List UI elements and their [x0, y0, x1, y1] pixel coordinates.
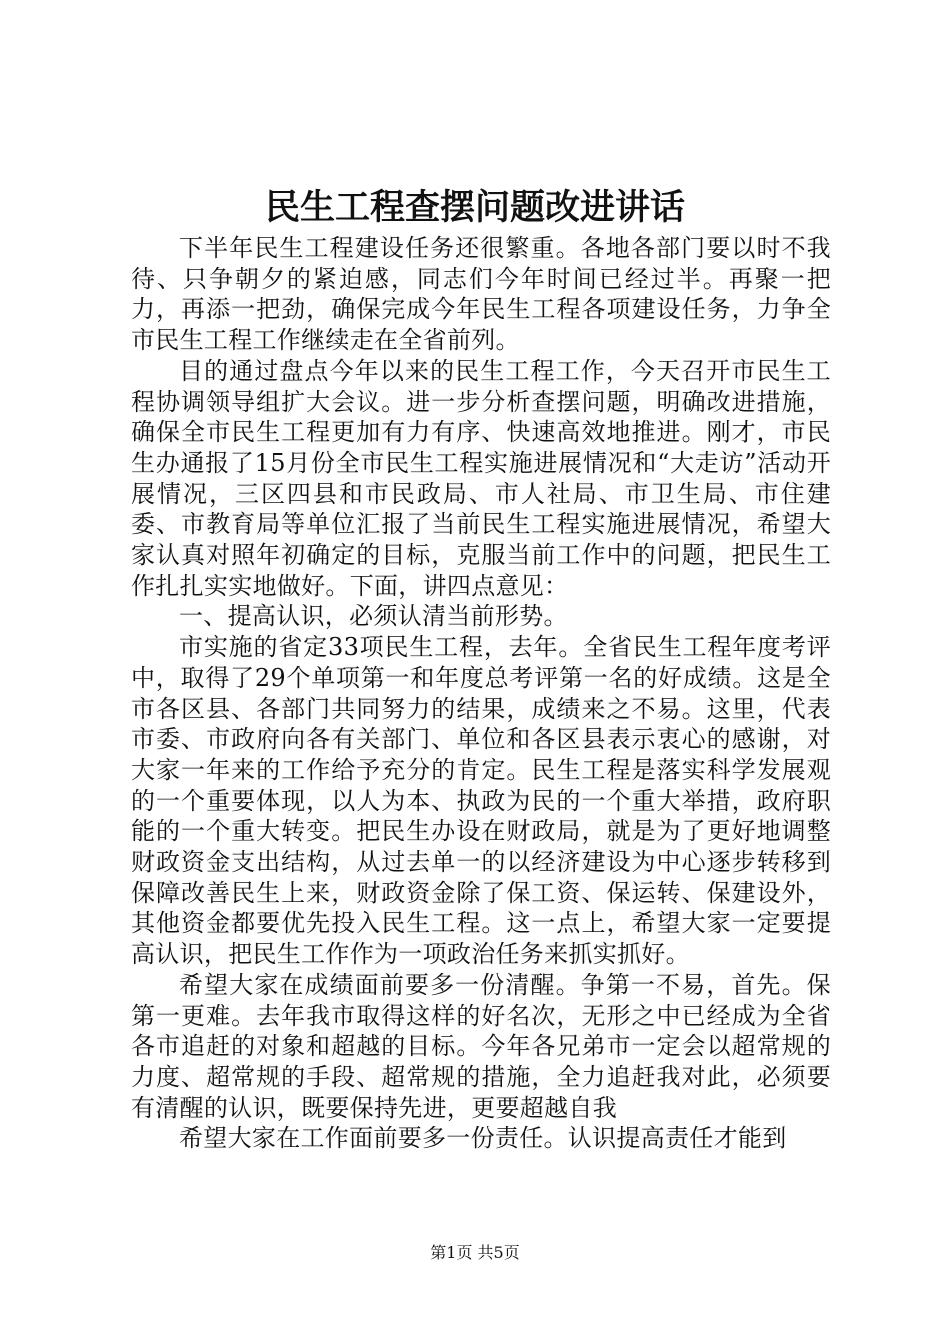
document-body — [131, 233, 831, 1154]
paragraph: 目的通过盘点今年以来的民生工程工作，今天召开市民生工程协调领导组扩大会议。进一步分析查摆问题，明确改进措施，确保全市民生工程更加有力有序、快速高效地推进。刚才，市民生办通报了15月份全市民生工程实施进展情况和“大走访”活动开展情况，三区四县和市民政局、市人社局、市卫生局、市住建委、市教育局等单位汇报了当前民生工程实施进展情况，希望大家认真对照年初确定的目标，克服当前工作中的问题，把民生工作扎扎实实地做好。下面，讲四点意见： — [131, 356, 831, 600]
paragraph: 下半年民生工程建设任务还很繁重。各地各部门要以时不我待、只争朝夕的紧迫感，同志们今年时间已经过半。再聚一把力，再添一把劲，确保完成今年民生工程各项建设任务，力争全市民生工程工作继续走在全省前列。 — [131, 234, 831, 355]
section-heading: 一、提高认识，必须认清当前形势。 — [179, 602, 568, 631]
document-title: 民生工程查摆问题改进讲话 — [264, 187, 685, 228]
paragraph: 市实施的省定33项民生工程，去年。全省民生工程年度考评中，取得了29个单项第一和年度总考评第一名的好成绩。这是全市各区县、各部门共同努力的结果，成绩来之不易。这里，代表市委、市政府向各有关部门、单位和各区县表示衷心的感谢，对大家一年来的工作给予充分的肯定。民生工程是落实科学发展观的一个重要体现，以人为本、执政为民的一个重大举措，政府职能的一个重大转变。把民生办设在财政局，就是为了更好地调整财政资金支出结构，从过去单一的以经济建设为中心逐步转移到保障改善民生上来，财政资金除了保工资、保运转、保建设外，其他资金都要优先投入民生工程。这一点上，希望大家一定要提高认识，把民生工作作为一项政治任务来抓实抓好。 — [131, 633, 831, 969]
paragraph: 希望大家在成绩面前要多一份清醒。争第一不易，首先。保第一更难。去年我市取得这样的好名次，无形之中已经成为全省各市追赶的对象和超越的目标。今年各兄弟市一定会以超常规的力度、超常规的手段、超常规的措施，全力追赶我对此，必须要有清醒的认识，既要保持先进，更要超越自我 — [131, 970, 831, 1122]
page-number-footer: 第1页 共5页 — [430, 1243, 520, 1262]
paragraph: 希望大家在工作面前要多一份责任。认识提高责任才能到 — [179, 1124, 787, 1153]
